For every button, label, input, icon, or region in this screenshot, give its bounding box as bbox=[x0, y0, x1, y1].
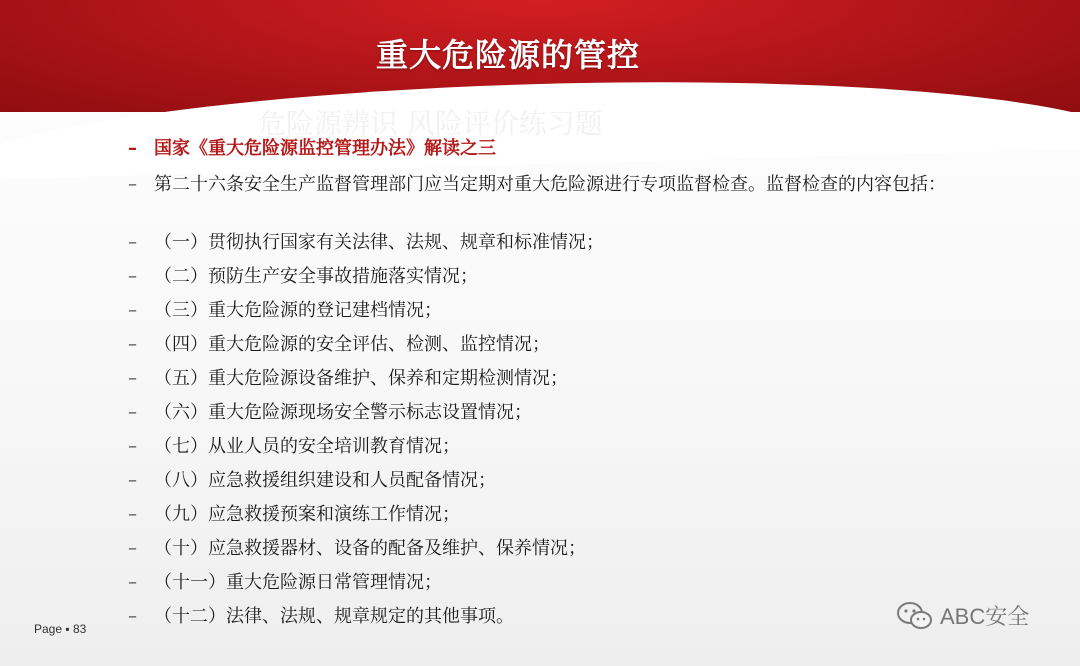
bullet-dash: – bbox=[128, 138, 137, 159]
bullet-dash: – bbox=[128, 402, 137, 423]
bullet-dash: – bbox=[128, 368, 137, 389]
bullet-dash: – bbox=[128, 266, 137, 287]
list-item bbox=[128, 500, 460, 526]
list-item bbox=[128, 602, 514, 628]
list-item bbox=[128, 466, 496, 492]
list-item-text: （七）从业人员的安全培训教育情况； bbox=[154, 436, 460, 457]
bullet-dash: – bbox=[128, 504, 137, 525]
watermark bbox=[896, 600, 1029, 631]
list-item bbox=[128, 330, 550, 356]
intro-text: 第二十六条安全生产监督管理部门应当定期对重大危险源进行专项监督检查。监督检查的内容包括： bbox=[154, 174, 946, 195]
list-item-text: （十一）重大危险源日常管理情况； bbox=[154, 572, 442, 593]
bullet-dash: – bbox=[128, 300, 137, 321]
intro-line bbox=[128, 170, 946, 196]
list-item bbox=[128, 534, 586, 560]
bullet-dash: – bbox=[128, 174, 137, 195]
page-number: Page ▪ 83 bbox=[34, 622, 87, 636]
bullet-dash: – bbox=[128, 436, 137, 457]
list-item-text: （四）重大危险源的安全评估、检测、监控情况； bbox=[154, 334, 550, 355]
list-item-text: （九）应急救援预案和演练工作情况； bbox=[154, 504, 460, 525]
list-item-text: （五）重大危险源设备维护、保养和定期检测情况； bbox=[154, 368, 568, 389]
list-item-text: （八）应急救援组织建设和人员配备情况； bbox=[154, 470, 496, 491]
slide-title: 重大危险源的管控 bbox=[375, 36, 640, 74]
list-item bbox=[128, 364, 568, 390]
bullet-dash: – bbox=[128, 334, 137, 355]
list-item-text: （十二）法律、法规、规章规定的其他事项。 bbox=[154, 606, 514, 627]
list-item bbox=[128, 296, 442, 322]
section-heading-text: 国家《重大危险源监控管理办法》解读之三 bbox=[154, 138, 496, 159]
bullet-dash: – bbox=[128, 470, 137, 491]
list-item-text: （一）贯彻执行国家有关法律、法规、规章和标准情况； bbox=[154, 232, 604, 253]
list-item-text: （十）应急救援器材、设备的配备及维护、保养情况； bbox=[154, 538, 586, 559]
bullet-dash: – bbox=[128, 232, 137, 253]
wechat-icon bbox=[896, 601, 934, 631]
list-item bbox=[128, 432, 460, 458]
list-item-text: （三）重大危险源的登记建档情况； bbox=[154, 300, 442, 321]
list-item-text: （二）预防生产安全事故措施落实情况； bbox=[154, 266, 478, 287]
list-item-text: （六）重大危险源现场安全警示标志设置情况； bbox=[154, 402, 532, 423]
list-item bbox=[128, 262, 478, 288]
ghost-background-text: 危险源辨识 风险评价练习题 bbox=[258, 107, 603, 140]
list-item bbox=[128, 228, 604, 254]
list-item bbox=[128, 398, 532, 424]
bullet-dash: – bbox=[128, 538, 137, 559]
watermark-text: ABC安全 bbox=[940, 604, 1030, 629]
section-heading bbox=[128, 134, 496, 160]
list-item bbox=[128, 568, 442, 594]
bullet-dash: – bbox=[128, 606, 137, 627]
bullet-dash: – bbox=[128, 572, 137, 593]
